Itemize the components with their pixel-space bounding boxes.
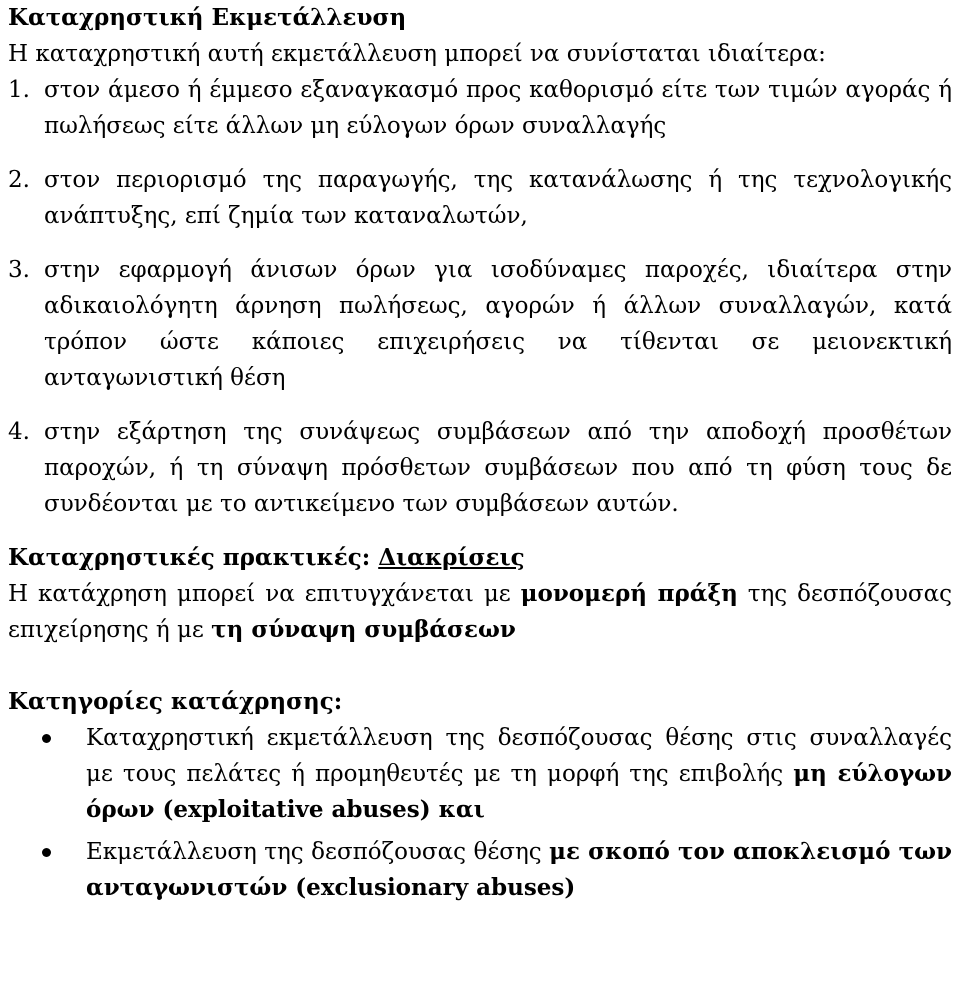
section-title-prefix: Καταχρηστικές πρακτικές: (8, 544, 379, 571)
list-item-text: στην εφαρμογή άνισων όρων για ισοδύναμες παροχές, ιδιαίτερα στην αδικαιολόγητη άρνηση πωλήσεως, αγορών ή άλλων συναλλαγών, κατά τρόπον ώστε κάποιες επιχειρήσεις να τίθενται σε μειονεκτική ανταγωνιστική θέση (44, 257, 952, 391)
list-item (8, 252, 952, 396)
list-item (8, 162, 952, 234)
list-item-number: 3. (8, 257, 30, 283)
bullet-bold-text: με σκοπό τον αποκλεισμό των ανταγωνιστών (exclusionary abuses) (86, 838, 952, 901)
list-item-text: στον περιορισμό της παραγωγής, της κατανάλωσης ή της τεχνολογικής ανάπτυξης, επί ζημία των καταναλωτών, (44, 167, 952, 229)
bullet-text: Καταχρηστική εκμετάλλευση της δεσπόζουσας θέσης στις συναλλαγές με τους πελάτες ή προμηθευτές με τη μορφή της επιβολής (86, 725, 952, 787)
list-item (8, 414, 952, 522)
bullet-icon (42, 734, 51, 743)
list-item-number: 4. (8, 419, 30, 445)
bullet-text: Εκμετάλλευση της δεσπόζουσας θέσης (86, 839, 550, 865)
list-item-number: 1. (8, 77, 30, 103)
section-title-discrimination: Διακρίσεις (378, 544, 525, 571)
bullet-bold-text: μη εύλογων όρων (exploitative abuses) και (86, 760, 952, 823)
list-item (8, 72, 952, 144)
paragraph-text-1: Η κατάχρηση μπορεί να επιτυγχάνεται με (8, 581, 521, 607)
section-paragraph (8, 576, 952, 648)
list-item-text: στην εξάρτηση της συνάψεως συμβάσεων από την αποδοχή προσθέτων παροχών, ή τη σύναψη πρόσθετων συμβάσεων που από τη φύση τους δε συνδέονται με το αντικείμενο των συμβάσεων αυτών. (44, 419, 952, 517)
numbered-list (8, 72, 952, 522)
list-item-number: 2. (8, 167, 30, 193)
section-title-abusive-practices (8, 540, 952, 576)
bullet-list (8, 720, 952, 906)
paragraph-bold-contracts: τη σύναψη συμβάσεων (211, 616, 516, 643)
bullet-item (8, 720, 952, 828)
bullet-icon (42, 848, 51, 857)
paragraph-bold-unilateral-act: μονομερή πράξη (520, 580, 738, 607)
paragraph-text-2: της δεσπόζουσας επιχείρησης ή με (8, 581, 952, 643)
section-title-abuse-categories: Κατηγορίες κατάχρησης: (8, 688, 343, 715)
section-title-abusive-exploitation: Καταχρηστική Εκμετάλλευση (8, 4, 407, 31)
list-item-text: στον άμεσο ή έμμεσο εξαναγκασμό προς καθορισμό είτε των τιμών αγοράς ή πωλήσεως είτε άλλων μη εύλογων όρων συναλλαγής (44, 77, 952, 139)
bullet-item (8, 834, 952, 906)
section-intro: Η καταχρηστική αυτή εκμετάλλευση μπορεί να συνίσταται ιδιαίτερα: (8, 41, 826, 67)
